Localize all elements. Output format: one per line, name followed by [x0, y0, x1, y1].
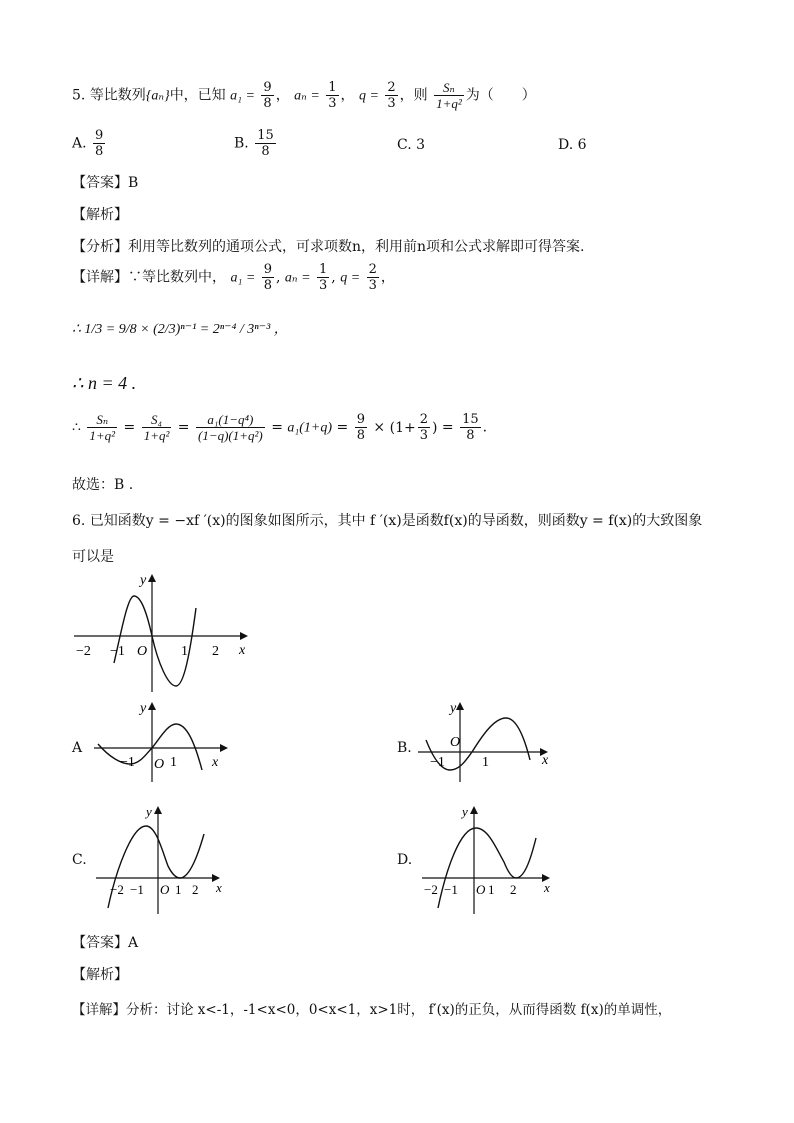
- q6-a-origin-label: O: [154, 757, 165, 772]
- q5-option-b-frac: $\frac{15}{8}$: [257, 128, 274, 159]
- q6-b-tick-neg1: −1: [430, 755, 445, 770]
- q5-q-frac: $\frac{2}{3}$: [387, 80, 396, 111]
- q5-option-a-frac: $\frac{9}{8}$: [95, 128, 104, 159]
- q5-option-c[interactable]: C. 3: [397, 137, 426, 153]
- q6-d-tick-2: 2: [510, 882, 517, 897]
- q6-detail: 【详解】分析：讨论 x<-1，-1<x<0，0<x<1，x>1时， f′(x)的正负，从而得函数 f(x)的单调性，: [72, 1002, 672, 1018]
- q5-step3-frac4: $\frac{9}{8}$: [356, 412, 365, 443]
- q5-detail-a1-frac: $\frac{9}{8}$: [263, 262, 273, 293]
- q6-option-c-graph[interactable]: [92, 800, 232, 918]
- q5-detail-q: q =: [340, 270, 361, 286]
- q6-analysis-tag: 【解析】: [72, 967, 128, 983]
- q5-option-a[interactable]: [72, 128, 107, 159]
- q5-a1-frac: $\frac{9}{8}$: [263, 80, 272, 111]
- q5-fenxi: 【分析】利用等比数列的通项公式，可求项数n，利用前n项和公式求解即可得答案.: [72, 239, 585, 255]
- q6-stem-line2: 可以是: [72, 549, 114, 565]
- q5-detail-a1: a₁ =: [230, 270, 256, 286]
- q5-step2: ∴ n = 4 .: [72, 373, 137, 393]
- q6-main-graph: [70, 568, 250, 696]
- q5-stem-text2: 中，已知: [169, 87, 226, 104]
- q5-detail-an: aₙ =: [284, 270, 311, 286]
- q6-b-origin-label: O: [450, 735, 461, 750]
- q6-d-tick-neg2: −2: [424, 882, 438, 897]
- q5-option-b-label: B.: [234, 135, 249, 152]
- q5-stem-text3: ，则: [399, 87, 428, 104]
- q6-c-y-arrow: [154, 806, 162, 814]
- q6-main-x-arrow: [240, 632, 248, 640]
- q5-step3: ∴ $\frac{\text{Sₙ}}{\text{1+q²}}$ = $\frac{\text{S₄}}{\text{1+q²}}$ = $\frac{\text{a₁(1−q⁴)}}{\text{(1−q)(1+q²)}}$ = a₁(1+q) = $\frac{9}{8}$ × (1+ $\frac{2}{3}$ ) = $\frac{15}{8}$ .: [72, 412, 488, 443]
- q6-a-x-label: x: [212, 755, 219, 770]
- q5-detail-prefix: 【详解】∵等比数列中，: [72, 269, 226, 286]
- q5-option-b[interactable]: [234, 128, 278, 159]
- q6-c-x-label: x: [216, 880, 222, 895]
- q6-b-tick-1: 1: [482, 755, 489, 770]
- q6-option-b-label[interactable]: B.: [397, 740, 412, 756]
- q6-c-tick-neg2: −2: [110, 882, 124, 897]
- q5-step3-end: .: [482, 419, 488, 436]
- q6-d-tick-neg1: −1: [444, 882, 458, 897]
- q6-b-x-label: x: [542, 753, 549, 768]
- q6-main-tick-neg2: −2: [76, 644, 91, 659]
- q5-step3-result: $\frac{15}{8}$: [462, 412, 479, 443]
- q6-a-y-label: y: [140, 701, 147, 716]
- q6-a-x-arrow: [220, 744, 228, 752]
- q5-detail-an-frac: $\frac{1}{3}$: [319, 262, 328, 293]
- q5-an-frac: $\frac{1}{3}$: [328, 80, 337, 111]
- q5-stem-tail: 为（ ）: [465, 87, 536, 104]
- q5-seq-symbol: {aₙ}: [145, 88, 170, 104]
- q5-ratio-frac: $\frac{\text{Sₙ}}{\text{1+q²}}$: [436, 80, 462, 111]
- q6-c-tick-neg1: −1: [130, 882, 144, 897]
- q5-step3-therefore: ∴: [72, 419, 81, 436]
- q5-step3-frac2: $\frac{\text{S₄}}{\text{1+q²}}$: [143, 412, 170, 443]
- q6-c-y-label: y: [146, 804, 152, 819]
- q5-option-a-label: A.: [72, 135, 87, 152]
- q5-option-d[interactable]: D. 6: [558, 137, 587, 153]
- q6-main-curve: [114, 596, 196, 686]
- q6-d-tick-1: 1: [488, 882, 495, 897]
- q5-an-label: aₙ =: [294, 88, 320, 104]
- q6-main-y-arrow: [148, 574, 156, 582]
- q6-d-y-arrow: [470, 806, 478, 814]
- q6-main-x-label: x: [239, 643, 246, 658]
- q6-a-tick-neg1: −1: [120, 755, 135, 770]
- q6-a-tick-1: 1: [170, 755, 177, 770]
- q6-option-b-graph[interactable]: [412, 696, 562, 786]
- q5-number: 5.: [72, 87, 86, 104]
- q6-stem-text: 已知函数y = −xf ′(x)的图象如图所示，其中 f ′(x)是函数f(x)的导函数，则函数y = f(x)的大致图象: [89, 513, 703, 529]
- q5-step3-frac1: $\frac{\text{Sₙ}}{\text{1+q²}}$: [89, 412, 116, 443]
- q6-option-a-graph[interactable]: [84, 696, 234, 786]
- q6-c-tick-2: 2: [192, 882, 199, 897]
- q6-option-d-graph[interactable]: [418, 800, 560, 918]
- q6-b-y-label: y: [450, 701, 457, 716]
- q5-q-label: q =: [358, 88, 379, 104]
- q5-a1-label: a₁ =: [230, 88, 255, 104]
- q6-main-origin-label: O: [137, 644, 148, 659]
- q5-step3-frac3: $\frac{\text{a₁(1−q⁴)}}{\text{(1−q)(1+q²)}}$: [198, 412, 263, 443]
- q6-main-tick-2: 2: [212, 644, 219, 659]
- q6-b-y-arrow: [456, 702, 464, 710]
- q5-step3-paren: (1+ $\frac{2}{3}$ ): [389, 412, 438, 443]
- q6-option-d-label[interactable]: D.: [397, 852, 413, 868]
- q6-main-tick-neg1: −1: [110, 644, 125, 659]
- q6-main-y-label: y: [140, 573, 147, 588]
- q5-answer: 【答案】B: [72, 175, 139, 191]
- q6-a-y-arrow: [148, 702, 156, 710]
- q6-number: 6.: [72, 513, 86, 529]
- q6-d-y-label: y: [462, 804, 468, 819]
- q5-analysis-tag: 【解析】: [72, 207, 128, 223]
- q6-main-tick-1: 1: [181, 644, 188, 659]
- q6-stem-line1: [72, 510, 702, 530]
- q6-answer: 【答案】A: [72, 935, 139, 951]
- q5-detail-q-frac: $\frac{2}{3}$: [368, 262, 377, 293]
- q6-d-x-label: x: [544, 880, 550, 895]
- q6-c-tick-1: 1: [175, 882, 182, 897]
- q5-step1: ∴ 1/3 = 9/8 × (2/3)ⁿ⁻¹ = 2ⁿ⁻⁴ / 3ⁿ⁻³ ，: [72, 322, 288, 337]
- q5-conclusion: 故选：B .: [72, 477, 134, 493]
- q6-option-c-label[interactable]: C.: [72, 852, 87, 868]
- q5-stem: 5. 等比数列{aₙ}中，已知 a₁ = $\frac{9}{8}$ ， aₙ = $\frac{1}{3}$ ， q = $\frac{2}{3}$ ，则 $\frac{\text{Sₙ}}{\text{1+q²}}$ 为（ ）: [72, 80, 536, 111]
- q5-step3-expr: a₁(1+q): [287, 420, 333, 436]
- q6-c-origin-label: O: [160, 882, 170, 897]
- q6-d-origin-label: O: [476, 882, 486, 897]
- q6-option-a-label[interactable]: A: [72, 740, 83, 756]
- q6-a-curve: [98, 724, 202, 770]
- q5-stem-text: 等比数列: [89, 87, 146, 104]
- q5-detail: 【详解】∵等比数列中， a₁ = $\frac{9}{8}$ , aₙ = $\frac{1}{3}$ , q = $\frac{2}{3}$ ，: [72, 262, 395, 293]
